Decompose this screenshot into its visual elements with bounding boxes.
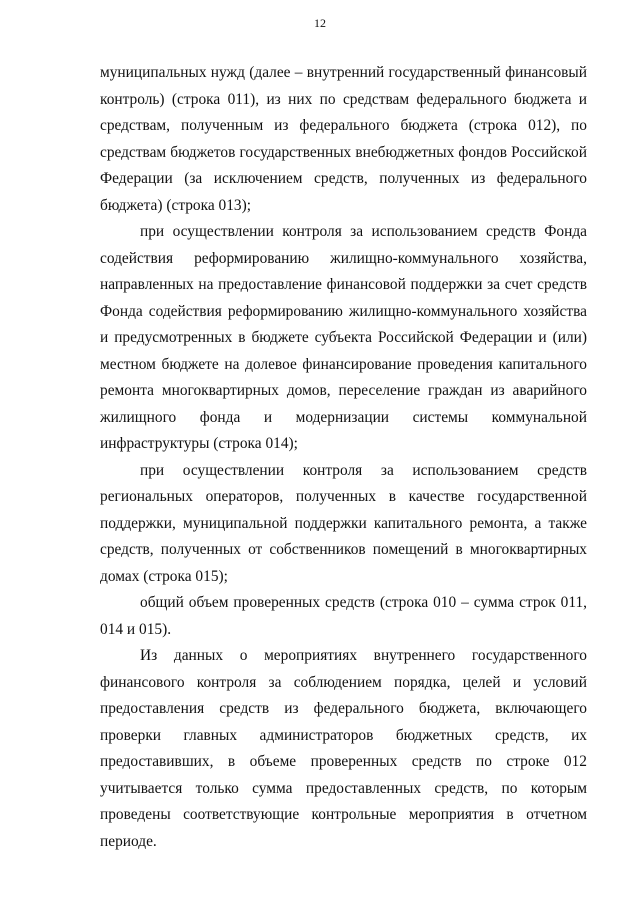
document-body xyxy=(100,60,587,855)
paragraph-regional-operators-control: при осуществлении контроля за использованием средств региональных операторов, полученных в качестве государственной поддержки, муниципальной поддержки капитального ремонта, а также средств, полученных от собственников помещений в многоквартирных домах (строка 015); xyxy=(100,461,587,585)
paragraph-total-audited-funds: общий объем проверенных средств (строка 010 – сумма строк 011, 014 и 015). xyxy=(100,594,587,638)
paragraph-continuation-internal-control: муниципальных нужд (далее – внутренний государственный финансовый контроль) (строка 011), из них по средствам федерального бюджета и средствам, полученным из федерального бюджета (строка 012), по средствам бюджетов государственных внебюджетных фондов Российской Федерации (за исключением средств, полученных из федерального бюджета) (строка 013); xyxy=(100,64,587,214)
paragraph-federal-budget-note: Из данных о мероприятиях внутреннего государственного финансового контроля за соблюдением порядка, целей и условий предоставления средств из федерального бюджета, включающего проверки главных администраторов бюджетных средств, их предоставивших, в объеме проверенных средств по строке 012 учитывается только сумма предоставленных средств, по которым проведены соответствующие контрольные мероприятия в отчетном периоде. xyxy=(100,647,587,850)
page-number: 12 xyxy=(314,16,326,30)
paragraph-housing-fund-control: при осуществлении контроля за использованием средств Фонда содействия реформированию жилищно-коммунального хозяйства, направленных на предоставление финансовой поддержки за счет средств Фонда содействия реформированию жилищно-коммунального хозяйства и предусмотренных в бюджете субъекта Российской Федерации и (или) местном бюджете на долевое финансирование проведения капитального ремонта многоквартирных домов, переселение граждан из аварийного жилищного фонда и модернизации системы коммунальной инфраструктуры (строка 014); xyxy=(100,223,587,452)
